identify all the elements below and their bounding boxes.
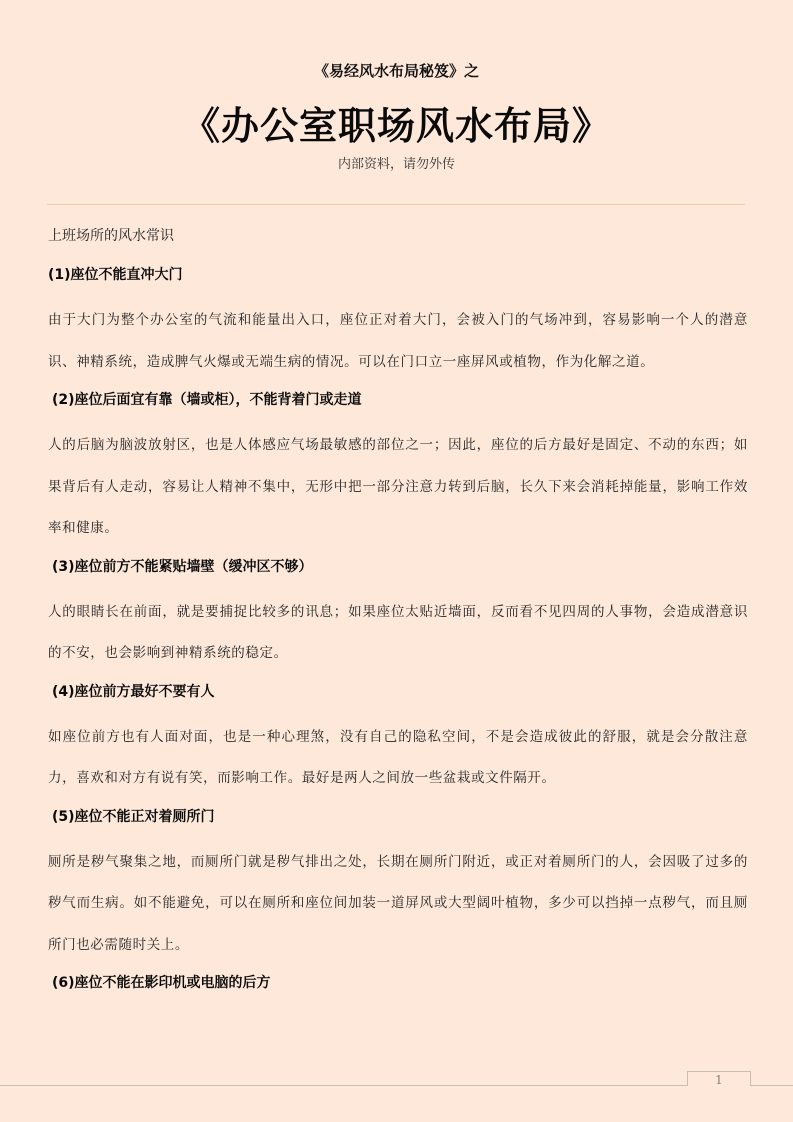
footer-rule-right [750,1085,793,1086]
section-heading-6: (6)座位不能在影印机或电脑的后方 [52,975,271,991]
section-body-2: 人的后脑为脑波放射区，也是人体感应气场最敏感的部位之一；因此，座位的后方最好是固定、不动的东西；如果背后有人走动，容易让人精神不集中，无形中把一部分注意力转到后脑，长久下来会消耗掉能量，影响工作效率和健康。 [48,437,748,536]
footer-rule-left [0,1085,688,1086]
document-body [48,222,748,1008]
section-heading-1: (1)座位不能直冲大门 [48,267,183,283]
section-heading-3: (3)座位前方不能紧贴墙壁（缓冲区不够） [52,558,313,575]
section-body-1: 由于大门为整个办公室的气流和能量出入口，座位正对着大门，会被入门的气场冲到，容易影响一个人的潜意识、神精系统，造成脾气火爆或无端生病的情况。可以在门口立一座屏风或植物，作为化解之道。 [48,312,748,370]
series-title: 《易经风水布局秘笈》之 [313,62,479,80]
section-heading-4: (4)座位前方最好不要有人 [52,683,215,700]
header-divider [47,204,745,205]
intro-text: 上班场所的风水常识 [48,228,174,244]
page-number: 1 [687,1071,751,1086]
confidential-note: 内部资料，请勿外传 [337,157,455,172]
section-body-5: 厕所是秽气聚集之地，而厕所门就是秽气排出之处，长期在厕所门附近，或正对着厕所门的人，会因吸了过多的秽气而生病。如不能避免，可以在厕所和座位间加装一道屏风或大型阔叶植物，多少可以挡掉一点秽气，而且厕所门也必需随时关上。 [48,853,748,953]
section-heading-2: (2)座位后面宜有靠（墙或柜），不能背着门或走道 [52,392,362,408]
section-body-3: 人的眼睛长在前面，就是要捕捉比较多的讯息；如果座位太贴近墙面，反而看不见四周的人事物，会造成潜意识的不安，也会影响到神精系统的稳定。 [48,603,748,661]
section-body-4: 如座位前方也有人面对面，也是一种心理煞，没有自己的隐私空间，不是会造成彼此的舒服，就是会分散注意力，喜欢和对方有说有笑，而影响工作。最好是两人之间放一些盆栽或文件隔开。 [48,728,748,786]
section-heading-5: (5)座位不能正对着厕所门 [52,808,215,825]
page-title: 《办公室职场风水布局》 [181,104,611,148]
